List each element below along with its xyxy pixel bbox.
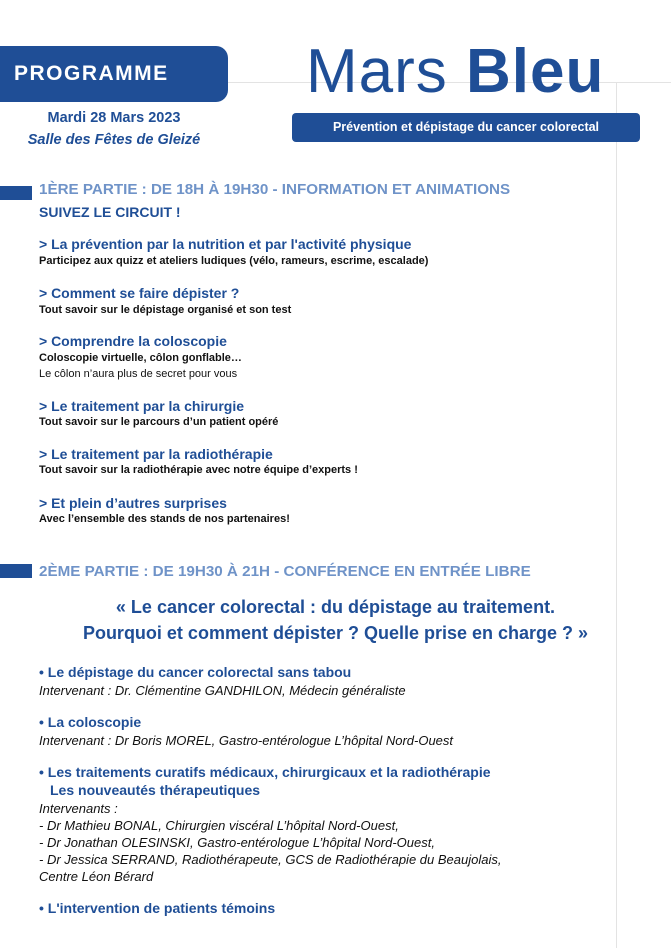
talk-title: • L'intervention de patients témoins	[39, 900, 276, 916]
talk-title: • Les traitements curatifs médicaux, chirurgicaux et la radiothérapie	[39, 764, 491, 780]
part1-item-desc-extra: Le côlon n’aura plus de secret pour vous	[39, 368, 238, 380]
part1-item-title: > Comment se faire dépister ?	[39, 285, 240, 301]
event-date: Mardi 28 Mars 2023	[47, 110, 181, 126]
part2-marker	[0, 564, 32, 578]
talk-title: • La coloscopie	[39, 714, 142, 730]
guide-line-vertical	[616, 82, 617, 948]
part1-item-desc: Tout savoir sur le dépistage organisé et son test	[39, 304, 292, 316]
part1-item-title: > Le traitement par la chirurgie	[39, 398, 245, 414]
brand-title-bold: Bleu	[466, 37, 605, 106]
part1-item-title: > Le traitement par la radiothérapie	[39, 446, 273, 462]
part1-item-title: > Comprendre la coloscopie	[39, 333, 227, 349]
programme-badge: PROGRAMME	[0, 46, 228, 102]
conference-quote-line1: « Le cancer colorectal : du dépistage au traitement.	[115, 597, 556, 617]
talk-speaker: Intervenant : Dr. Clémentine GANDHILON, Médecin généraliste	[39, 683, 406, 698]
talk-speaker: - Dr Jessica SERRAND, Radiothérapeute, GCS de Radiothérapie du Beaujolais,	[39, 852, 502, 867]
part1-item-desc: Tout savoir sur la radiothérapie avec notre équipe d’experts !	[39, 464, 358, 476]
brand-subtitle: Prévention et dépistage du cancer colorectal	[292, 113, 640, 142]
talk-speaker: Intervenant : Dr Boris MOREL, Gastro-entérologue L’hôpital Nord-Ouest	[39, 733, 454, 748]
part1-title: 1ÈRE PARTIE : DE 18H À 19H30 - INFORMATION ET ANIMATIONS	[39, 181, 511, 198]
part1-item-title: > Et plein d’autres surprises	[39, 495, 227, 511]
part1-item-desc: Participez aux quizz et ateliers ludiques (vélo, rameurs, escrime, escalade)	[39, 255, 429, 267]
conference-quote	[20, 594, 651, 646]
part1-item-desc: Tout savoir sur le parcours d’un patient opéré	[39, 416, 279, 428]
part1-subtitle: SUIVEZ LE CIRCUIT !	[39, 204, 181, 220]
brand-title	[306, 36, 604, 108]
part1-item-desc: Avec l’ensemble des stands de nos partenaires!	[39, 513, 290, 525]
talk-speaker: - Dr Mathieu BONAL, Chirurgien viscéral L’hôpital Nord-Ouest,	[39, 818, 399, 833]
part2-title: 2ÈME PARTIE : DE 19H30 À 21H - CONFÉRENCE EN ENTRÉE LIBRE	[39, 563, 531, 580]
part1-item-title: > La prévention par la nutrition et par l'activité physique	[39, 236, 412, 252]
event-venue: Salle des Fêtes de Gleizé	[27, 132, 201, 148]
talk-speaker: Centre Léon Bérard	[39, 869, 154, 884]
talk-title-second-line: Les nouveautés thérapeutiques	[50, 782, 261, 798]
brand-title-thin: Mars	[306, 37, 466, 106]
conference-quote-line2: Pourquoi et comment dépister ? Quelle prise en charge ? »	[82, 623, 589, 643]
talk-speaker: - Dr Jonathan OLESINSKI, Gastro-entérologue L’hôpital Nord-Ouest,	[39, 835, 435, 850]
talk-speakers-label: Intervenants :	[39, 801, 118, 816]
part1-item-desc: Coloscopie virtuelle, côlon gonflable…	[39, 352, 242, 364]
part1-marker	[0, 186, 32, 200]
talk-title: • Le dépistage du cancer colorectal sans tabou	[39, 664, 352, 680]
